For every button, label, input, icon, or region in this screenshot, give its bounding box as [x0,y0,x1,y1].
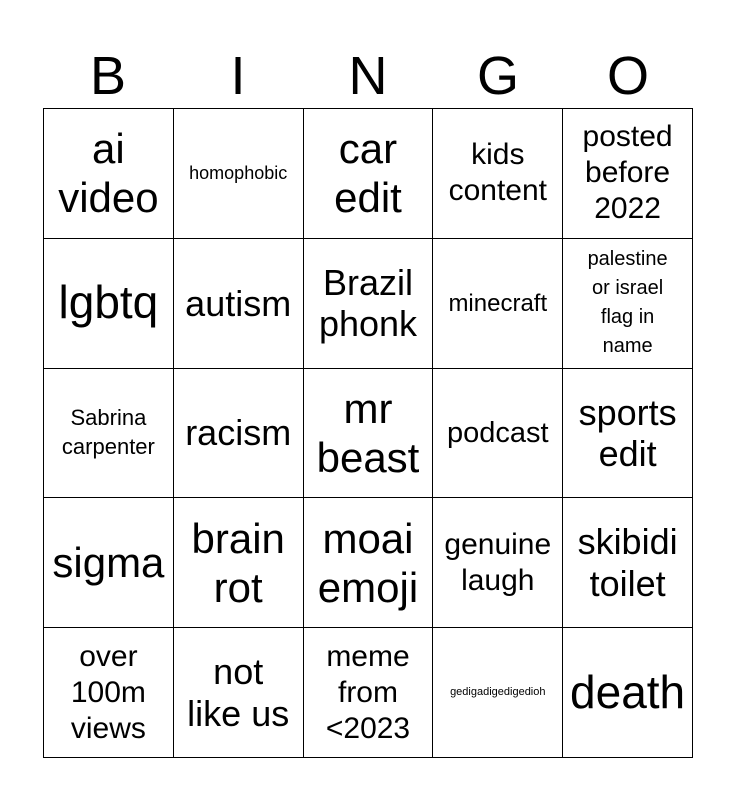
bingo-cell-label: skibidi toilet [577,521,678,604]
bingo-cell-r5c2[interactable] [174,628,304,758]
bingo-cell-r2c3[interactable] [304,239,434,369]
bingo-cell-r5c5[interactable] [563,628,693,758]
bingo-cell-label: kids content [448,138,547,208]
bingo-header [43,44,693,108]
bingo-cell-r3c2[interactable] [174,369,304,499]
header-letter-o: O [606,46,649,106]
bingo-cell-r4c1[interactable] [44,498,174,628]
bingo-cell-label: gedigadigedigedioh [450,686,546,698]
bingo-cell-label: autism [185,282,292,324]
bingo-cell-label: over 100m views [70,639,146,745]
bingo-cell-label: car edit [334,125,402,222]
bingo-cell-r4c5[interactable] [563,498,693,628]
bingo-cell-label: posted before 2022 [582,120,673,226]
bingo-cell-label: Sabrina carpenter [61,405,155,459]
bingo-cell-r1c4[interactable] [433,109,563,239]
bingo-cell-r5c1[interactable] [44,628,174,758]
bingo-cell-label: ai video [58,125,159,222]
bingo-cell-label: death [570,665,686,718]
bingo-cell-label: lgbtq [58,276,159,329]
bingo-cell-r3c4[interactable] [433,369,563,499]
bingo-cell-r1c1[interactable] [44,109,174,239]
bingo-cell-r2c5[interactable] [563,239,693,369]
bingo-cell-label: Brazil phonk [318,261,418,345]
bingo-cell-r2c2[interactable] [174,239,304,369]
bingo-cell-r4c4[interactable] [433,498,563,628]
bingo-cell-r1c3[interactable] [304,109,434,239]
bingo-cell-r3c1[interactable] [44,369,174,499]
bingo-cell-r3c5[interactable] [563,369,693,499]
header-letter-b: B [89,46,127,106]
header-letter-g: G [476,46,519,106]
bingo-cell-r2c4[interactable] [433,239,563,369]
bingo-cell-label: minecraft [448,289,548,317]
bingo-cell-r4c3[interactable] [304,498,434,628]
bingo-cell-label: meme from <2023 [325,639,411,745]
bingo-cell-label: racism [185,412,292,454]
bingo-cell-label: genuine laugh [444,527,552,597]
bingo-cell-r4c2[interactable] [174,498,304,628]
bingo-cell-label: sigma [52,539,165,587]
bingo-cell-label: homophobic [189,162,288,183]
bingo-cell-label: moai emoji [317,514,419,611]
bingo-cell-r1c5[interactable] [563,109,693,239]
header-letter-i: I [230,46,246,106]
bingo-cell-r5c3[interactable] [304,628,434,758]
header-letter-n: N [348,46,388,106]
bingo-cell-r1c2[interactable] [174,109,304,239]
bingo-grid [43,108,693,758]
bingo-cell-label: mr beast [316,384,420,481]
bingo-cell-label: palestine or israel flag in name [587,248,668,358]
bingo-cell-r3c3[interactable] [304,369,434,499]
bingo-cell-label: podcast [447,416,549,449]
bingo-cell-label: brain rot [191,514,285,611]
bingo-cell-r2c1[interactable] [44,239,174,369]
bingo-cell-label: sports edit [578,391,677,474]
bingo-cell-r5c4[interactable] [433,628,563,758]
bingo-cell-label: not like us [187,651,290,734]
